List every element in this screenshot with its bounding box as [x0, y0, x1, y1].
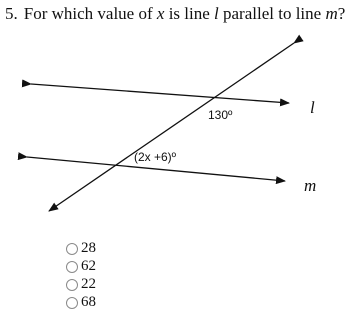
- question-prefix: For which value of: [23, 4, 157, 23]
- question-number: 5.: [5, 4, 18, 23]
- choice-68[interactable]: [66, 294, 96, 311]
- line-l-label: l: [310, 98, 315, 117]
- question-mid-1: is line: [164, 4, 215, 23]
- question-mid-2: parallel to line: [218, 4, 326, 23]
- transversal-line: [49, 43, 294, 211]
- radio-button[interactable]: [66, 279, 78, 291]
- choice-label: 22: [81, 276, 96, 292]
- radio-button[interactable]: [66, 261, 78, 273]
- choice-22[interactable]: [66, 276, 96, 293]
- choice-label: 68: [81, 294, 96, 310]
- line-m-label: m: [304, 176, 317, 195]
- variable-m: m: [325, 4, 338, 23]
- question-suffix: ?: [337, 4, 345, 23]
- variable-l: l: [214, 4, 219, 23]
- radio-button[interactable]: [66, 243, 78, 255]
- answer-choices: [66, 240, 96, 312]
- choice-28[interactable]: [66, 240, 96, 257]
- variable-x: x: [156, 4, 165, 23]
- choice-label: 28: [81, 240, 96, 256]
- choice-label: 62: [81, 258, 96, 274]
- radio-button[interactable]: [66, 297, 78, 309]
- line-l: [31, 84, 289, 103]
- angle-label-2x-plus-6: (2x +6)º: [134, 150, 177, 164]
- choice-62[interactable]: [66, 258, 96, 275]
- angle-label-130: 130º: [208, 108, 233, 122]
